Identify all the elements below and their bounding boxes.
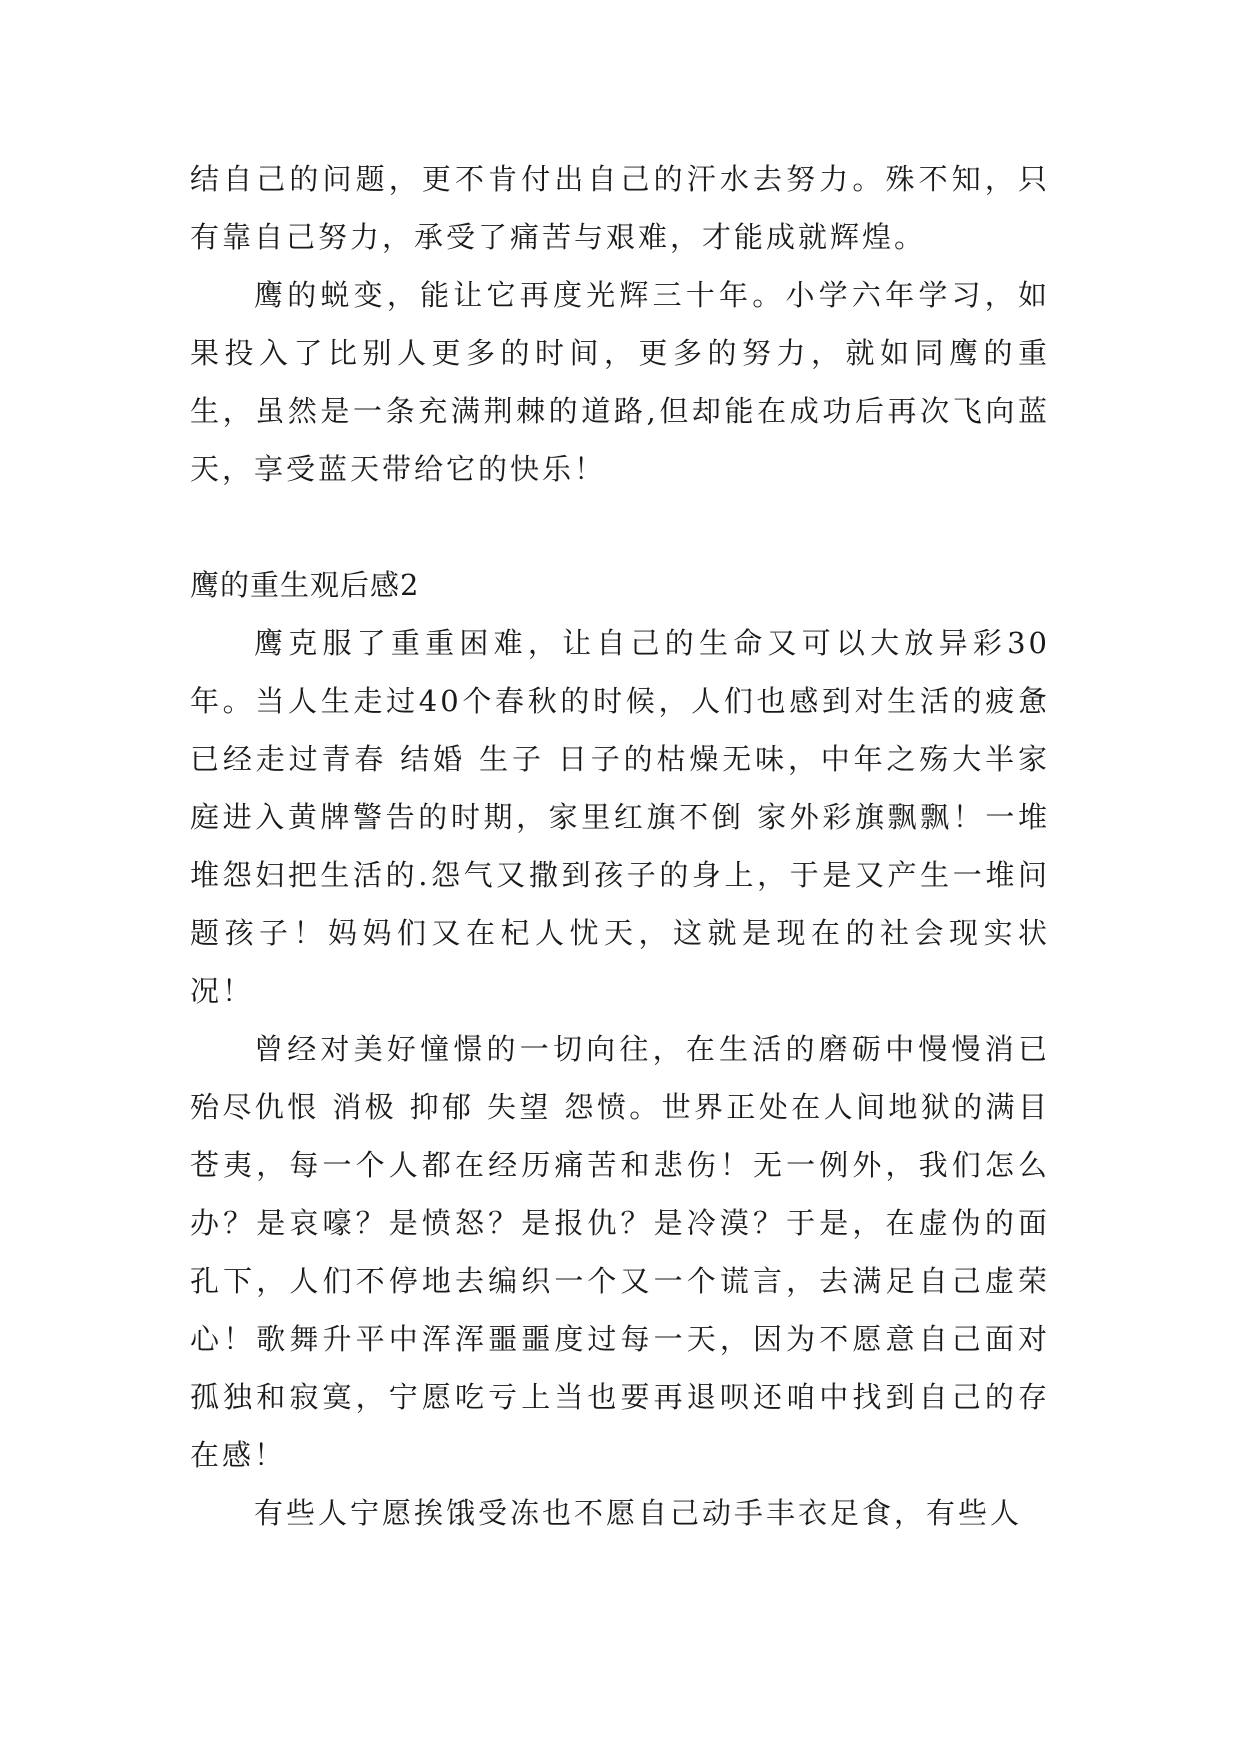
document-body [190, 150, 1050, 1542]
paragraph: 曾经对美好憧憬的一切向往，在生活的磨砺中慢慢消已殆尽仇恨 消极 抑郁 失望 怨愤。世界正处在人间地狱的满目苍夷，每一个人都在经历痛苦和悲伤！无一例外，我们怎么办？是哀嚎？是愤怒？是报仇？是冷漠？于是，在虚伪的面孔下，人们不停地去编织一个又一个谎言，去满足自己虚荣心！歌舞升平中浑浑噩噩度过每一天，因为不愿意自己面对孤独和寂寞，宁愿吃亏上当也要再退呗还咱中找到自己的存在感！ [190, 1032, 1050, 1472]
paragraph: 鹰的蜕变，能让它再度光辉三十年。小学六年学习，如果投入了比别人更多的时间，更多的努力，就如同鹰的重生，虽然是一条充满荆棘的道路,但却能在成功后再次飞向蓝天，享受蓝天带给它的快乐！ [190, 278, 1050, 486]
paragraph: 有些人宁愿挨饿受冻也不愿自己动手丰衣足食，有些人 [254, 1496, 1023, 1530]
paragraph: 鹰克服了重重困难，让自己的生命又可以大放异彩30年。当人生走过40个春秋的时候，人们也感到对生活的疲惫已经走过青春 结婚 生子 日子的枯燥无味，中年之殇大半家庭进入黄牌警告的时期，家里红旗不倒 家外彩旗飘飘！一堆堆怨妇把生活的.怨气又撒到孩子的身上，于是又产生一堆问题孩子！妈妈们又在杞人忧天，这就是现在的社会现实状况！ [190, 626, 1050, 1008]
paragraph-continued: 结自己的问题，更不肯付出自己的汗水去努力。殊不知，只有靠自己努力，承受了痛苦与艰难，才能成就辉煌。 [190, 162, 1050, 254]
section-title: 鹰的重生观后感2 [190, 568, 420, 602]
